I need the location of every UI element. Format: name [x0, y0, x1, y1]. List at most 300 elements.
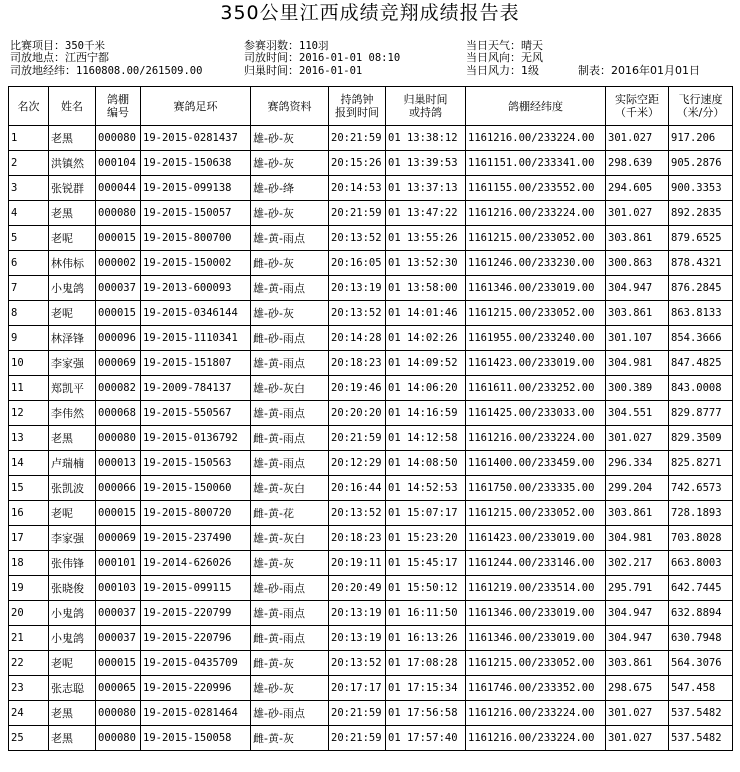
cell-coord: 1161423.00/233019.00	[466, 526, 606, 551]
cell-clock: 20:21:59	[329, 701, 386, 726]
cell-clock: 20:16:44	[329, 476, 386, 501]
wind-force	[466, 65, 539, 76]
wind-dir-value: 无风	[521, 51, 543, 64]
cell-rank: 20	[9, 601, 49, 626]
cell-ring: 19-2015-150563	[141, 451, 251, 476]
cell-clock: 20:17:17	[329, 676, 386, 701]
table-row	[9, 526, 733, 551]
cell-distance: 300.863	[606, 251, 669, 276]
cell-ring: 19-2015-0281464	[141, 701, 251, 726]
cell-loft: 000080	[96, 201, 141, 226]
cell-speed: 917.206	[669, 126, 733, 151]
cell-return: 01 15:07:17	[386, 501, 466, 526]
cell-info: 雌-砂-雨点	[251, 326, 329, 351]
coord-value: 1160808.00/261509.00	[76, 65, 203, 77]
release-coord	[10, 65, 202, 77]
cell-ring: 19-2015-150058	[141, 726, 251, 751]
table-row	[9, 701, 733, 726]
cell-loft: 000037	[96, 276, 141, 301]
cell-loft: 000015	[96, 226, 141, 251]
cell-speed: 900.3353	[669, 176, 733, 201]
cell-coord: 1161151.00/233341.00	[466, 151, 606, 176]
table-row	[9, 451, 733, 476]
cell-name: 老黑	[49, 426, 96, 451]
cell-info: 雄-黄-雨点	[251, 276, 329, 301]
table-row	[9, 276, 733, 301]
cell-loft: 000037	[96, 626, 141, 651]
count-label: 参赛羽数：	[244, 39, 299, 52]
cell-clock: 20:13:19	[329, 601, 386, 626]
cell-coord: 1161219.00/233514.00	[466, 576, 606, 601]
wind-force-value: 1级	[521, 64, 539, 77]
cell-coord: 1161216.00/233224.00	[466, 126, 606, 151]
cell-return: 01 14:09:52	[386, 351, 466, 376]
cell-loft: 000068	[96, 401, 141, 426]
cell-speed: 843.0008	[669, 376, 733, 401]
cell-distance: 303.861	[606, 651, 669, 676]
cell-speed: 564.3076	[669, 651, 733, 676]
cell-name: 林泽锋	[49, 326, 96, 351]
cell-ring: 19-2009-784137	[141, 376, 251, 401]
cell-distance: 304.947	[606, 276, 669, 301]
table-row	[9, 301, 733, 326]
cell-info: 雌-砂-灰	[251, 251, 329, 276]
col-header-return: 归巢时间 或持鸽	[386, 87, 466, 126]
cell-rank: 3	[9, 176, 49, 201]
cell-rank: 21	[9, 626, 49, 651]
cell-clock: 20:19:11	[329, 551, 386, 576]
cell-rank: 11	[9, 376, 49, 401]
cell-loft: 000101	[96, 551, 141, 576]
cell-coord: 1161215.00/233052.00	[466, 226, 606, 251]
cell-name: 张凯波	[49, 476, 96, 501]
cell-distance: 304.981	[606, 351, 669, 376]
cell-coord: 1161244.00/233146.00	[466, 551, 606, 576]
col-header-clock: 持鸽钟 报到时间	[329, 87, 386, 126]
cell-return: 01 13:52:30	[386, 251, 466, 276]
release-place	[10, 52, 109, 63]
cell-return: 01 16:11:50	[386, 601, 466, 626]
cell-name: 老呢	[49, 651, 96, 676]
cell-info: 雄-黄-灰白	[251, 526, 329, 551]
cell-name: 小鬼鸽	[49, 626, 96, 651]
cell-ring: 19-2015-150002	[141, 251, 251, 276]
cell-loft: 000044	[96, 176, 141, 201]
cell-speed: 703.8028	[669, 526, 733, 551]
wind-direction	[466, 52, 543, 63]
cell-info: 雄-砂-灰	[251, 301, 329, 326]
cell-clock: 20:18:23	[329, 526, 386, 551]
cell-speed: 742.6573	[669, 476, 733, 501]
col-header-info: 赛鸽资料	[251, 87, 329, 126]
cell-clock: 20:13:52	[329, 226, 386, 251]
cell-rank: 22	[9, 651, 49, 676]
cell-loft: 000037	[96, 601, 141, 626]
cell-distance: 304.551	[606, 401, 669, 426]
cell-clock: 20:13:19	[329, 276, 386, 301]
cell-ring: 19-2015-0136792	[141, 426, 251, 451]
cell-distance: 296.334	[606, 451, 669, 476]
cell-rank: 23	[9, 676, 49, 701]
cell-rank: 2	[9, 151, 49, 176]
cell-info: 雌-黄-雨点	[251, 626, 329, 651]
cell-return: 01 17:08:28	[386, 651, 466, 676]
cell-ring: 19-2013-600093	[141, 276, 251, 301]
cell-info: 雄-黄-灰白	[251, 476, 329, 501]
cell-clock: 20:18:23	[329, 351, 386, 376]
cell-speed: 547.458	[669, 676, 733, 701]
cell-speed: 876.2845	[669, 276, 733, 301]
cell-coord: 1161215.00/233052.00	[466, 651, 606, 676]
cell-info: 雄-砂-灰	[251, 676, 329, 701]
cell-rank: 25	[9, 726, 49, 751]
cell-coord: 1161423.00/233019.00	[466, 351, 606, 376]
cell-speed: 632.8894	[669, 601, 733, 626]
cell-name: 老呢	[49, 301, 96, 326]
cell-name: 张志聪	[49, 676, 96, 701]
cell-loft: 000015	[96, 651, 141, 676]
made-value: 2016年01月01日	[611, 64, 700, 77]
cell-info: 雄-砂-雨点	[251, 701, 329, 726]
cell-distance: 298.675	[606, 676, 669, 701]
cell-loft: 000104	[96, 151, 141, 176]
cell-speed: 537.5482	[669, 701, 733, 726]
cell-clock: 20:20:49	[329, 576, 386, 601]
cell-ring: 19-2015-0435709	[141, 651, 251, 676]
cell-clock: 20:12:29	[329, 451, 386, 476]
cell-distance: 304.947	[606, 626, 669, 651]
cell-return: 01 15:50:12	[386, 576, 466, 601]
cell-distance: 301.027	[606, 426, 669, 451]
return-time	[244, 65, 362, 77]
cell-return: 01 14:06:20	[386, 376, 466, 401]
cell-name: 郑凯平	[49, 376, 96, 401]
cell-distance: 295.791	[606, 576, 669, 601]
cell-rank: 24	[9, 701, 49, 726]
cell-coord: 1161346.00/233019.00	[466, 626, 606, 651]
cell-info: 雄-黄-灰	[251, 551, 329, 576]
cell-distance: 301.027	[606, 701, 669, 726]
table-row	[9, 176, 733, 201]
table-row	[9, 626, 733, 651]
cell-clock: 20:21:59	[329, 126, 386, 151]
cell-ring: 19-2015-150060	[141, 476, 251, 501]
cell-ring: 19-2015-150638	[141, 151, 251, 176]
cell-loft: 000002	[96, 251, 141, 276]
cell-name: 洪镇然	[49, 151, 96, 176]
wind-dir-label: 当日风向：	[466, 51, 521, 64]
cell-coord: 1161346.00/233019.00	[466, 601, 606, 626]
cell-ring: 19-2015-099138	[141, 176, 251, 201]
cell-loft: 000065	[96, 676, 141, 701]
cell-loft: 000015	[96, 301, 141, 326]
cell-speed: 854.3666	[669, 326, 733, 351]
cell-return: 01 17:57:40	[386, 726, 466, 751]
cell-speed: 879.6525	[669, 226, 733, 251]
cell-loft: 000082	[96, 376, 141, 401]
cell-loft: 000096	[96, 326, 141, 351]
cell-loft: 000013	[96, 451, 141, 476]
cell-rank: 1	[9, 126, 49, 151]
cell-name: 张锐群	[49, 176, 96, 201]
cell-info: 雄-砂-灰白	[251, 376, 329, 401]
cell-coord: 1161216.00/233224.00	[466, 726, 606, 751]
cell-distance: 304.947	[606, 601, 669, 626]
col-header-distance: 实际空距 （千米）	[606, 87, 669, 126]
cell-rank: 12	[9, 401, 49, 426]
cell-ring: 19-2015-800700	[141, 226, 251, 251]
cell-rank: 6	[9, 251, 49, 276]
cell-clock: 20:14:53	[329, 176, 386, 201]
cell-clock: 20:19:46	[329, 376, 386, 401]
table-row	[9, 351, 733, 376]
header-row	[9, 87, 733, 126]
cell-coord: 1161955.00/233240.00	[466, 326, 606, 351]
cell-info: 雄-砂-绛	[251, 176, 329, 201]
cell-rank: 17	[9, 526, 49, 551]
made-date	[578, 65, 700, 76]
cell-info: 雄-砂-灰	[251, 126, 329, 151]
cell-rank: 10	[9, 351, 49, 376]
cell-loft: 000080	[96, 726, 141, 751]
col-header-rank: 名次	[9, 87, 49, 126]
cell-return: 01 13:39:53	[386, 151, 466, 176]
cell-name: 卢瑞楠	[49, 451, 96, 476]
cell-distance: 301.107	[606, 326, 669, 351]
cell-name: 老呢	[49, 226, 96, 251]
cell-return: 01 15:45:17	[386, 551, 466, 576]
cell-coord: 1161750.00/233335.00	[466, 476, 606, 501]
cell-ring: 19-2015-220796	[141, 626, 251, 651]
cell-rank: 14	[9, 451, 49, 476]
cell-loft: 000080	[96, 126, 141, 151]
cell-speed: 630.7948	[669, 626, 733, 651]
cell-clock: 20:21:59	[329, 201, 386, 226]
cell-return: 01 13:47:22	[386, 201, 466, 226]
cell-ring: 19-2015-0346144	[141, 301, 251, 326]
cell-return: 01 14:52:53	[386, 476, 466, 501]
cell-speed: 892.2835	[669, 201, 733, 226]
count-value: 110羽	[299, 40, 329, 52]
table-row	[9, 151, 733, 176]
cell-return: 01 14:02:26	[386, 326, 466, 351]
cell-info: 雌-黄-灰	[251, 651, 329, 676]
cell-ring: 19-2014-626026	[141, 551, 251, 576]
table-row	[9, 201, 733, 226]
weather-label: 当日天气：	[466, 39, 521, 52]
cell-coord: 1161346.00/233019.00	[466, 276, 606, 301]
weather-value: 晴天	[521, 39, 543, 52]
cell-speed: 825.8271	[669, 451, 733, 476]
table-row	[9, 126, 733, 151]
cell-info: 雄-黄-雨点	[251, 401, 329, 426]
cell-return: 01 16:13:26	[386, 626, 466, 651]
cell-return: 01 13:38:12	[386, 126, 466, 151]
cell-clock: 20:14:28	[329, 326, 386, 351]
cell-clock: 20:21:59	[329, 426, 386, 451]
wind-force-label: 当日风力：	[466, 64, 521, 77]
cell-name: 老黑	[49, 726, 96, 751]
table-row	[9, 426, 733, 451]
cell-info: 雄-黄-雨点	[251, 226, 329, 251]
cell-coord: 1161400.00/233459.00	[466, 451, 606, 476]
return-value: 2016-01-01	[299, 65, 363, 77]
cell-name: 小鬼鸽	[49, 601, 96, 626]
col-header-name: 姓名	[49, 87, 96, 126]
cell-ring: 19-2015-0281437	[141, 126, 251, 151]
cell-rank: 16	[9, 501, 49, 526]
cell-ring: 19-2015-550567	[141, 401, 251, 426]
cell-clock: 20:15:26	[329, 151, 386, 176]
cell-coord: 1161216.00/233224.00	[466, 201, 606, 226]
release-label: 司放时间：	[244, 51, 299, 64]
cell-name: 老黑	[49, 126, 96, 151]
cell-distance: 299.204	[606, 476, 669, 501]
col-header-loft: 鸽棚 编号	[96, 87, 141, 126]
release-time	[244, 52, 400, 64]
results-table	[8, 86, 733, 751]
cell-return: 01 14:16:59	[386, 401, 466, 426]
table-row	[9, 501, 733, 526]
cell-coord: 1161746.00/233352.00	[466, 676, 606, 701]
cell-clock: 20:13:19	[329, 626, 386, 651]
cell-distance: 301.027	[606, 201, 669, 226]
cell-coord: 1161611.00/233252.00	[466, 376, 606, 401]
table-row	[9, 226, 733, 251]
return-label: 归巢时间：	[244, 64, 299, 77]
table-row	[9, 476, 733, 501]
cell-coord: 1161216.00/233224.00	[466, 701, 606, 726]
cell-clock: 20:13:52	[329, 501, 386, 526]
cell-info: 雌-黄-灰	[251, 726, 329, 751]
cell-clock: 20:21:59	[329, 726, 386, 751]
cell-ring: 19-2015-237490	[141, 526, 251, 551]
cell-info: 雄-砂-灰	[251, 151, 329, 176]
table-row	[9, 401, 733, 426]
cell-loft: 000069	[96, 351, 141, 376]
cell-speed: 847.4825	[669, 351, 733, 376]
cell-ring: 19-2015-1110341	[141, 326, 251, 351]
release-value: 2016-01-01 08:10	[299, 52, 401, 64]
coord-label: 司放地经纬：	[10, 64, 76, 77]
cell-speed: 863.8133	[669, 301, 733, 326]
cell-info: 雄-砂-雨点	[251, 576, 329, 601]
cell-coord: 1161246.00/233230.00	[466, 251, 606, 276]
cell-name: 李伟然	[49, 401, 96, 426]
made-label: 制表：	[578, 64, 611, 77]
cell-loft: 000103	[96, 576, 141, 601]
table-row	[9, 676, 733, 701]
cell-rank: 15	[9, 476, 49, 501]
cell-name: 小鬼鸽	[49, 276, 96, 301]
cell-return: 01 14:08:50	[386, 451, 466, 476]
cell-return: 01 17:56:58	[386, 701, 466, 726]
cell-return: 01 15:23:20	[386, 526, 466, 551]
cell-speed: 905.2876	[669, 151, 733, 176]
cell-ring: 19-2015-151807	[141, 351, 251, 376]
cell-return: 01 14:12:58	[386, 426, 466, 451]
cell-loft: 000015	[96, 501, 141, 526]
cell-return: 01 14:01:46	[386, 301, 466, 326]
cell-coord: 1161215.00/233052.00	[466, 501, 606, 526]
cell-return: 01 17:15:34	[386, 676, 466, 701]
cell-return: 01 13:55:26	[386, 226, 466, 251]
cell-distance: 298.639	[606, 151, 669, 176]
cell-rank: 13	[9, 426, 49, 451]
cell-distance: 301.027	[606, 126, 669, 151]
cell-ring: 19-2015-150057	[141, 201, 251, 226]
cell-name: 老黑	[49, 201, 96, 226]
cell-rank: 4	[9, 201, 49, 226]
race-value: 350千米	[65, 40, 105, 52]
table-row	[9, 601, 733, 626]
cell-speed: 728.1893	[669, 501, 733, 526]
cell-speed: 663.8003	[669, 551, 733, 576]
cell-distance: 301.027	[606, 726, 669, 751]
cell-speed: 537.5482	[669, 726, 733, 751]
place-label: 司放地点：	[10, 51, 65, 64]
table-row	[9, 376, 733, 401]
cell-speed: 829.3509	[669, 426, 733, 451]
cell-ring: 19-2015-099115	[141, 576, 251, 601]
cell-info: 雄-黄-雨点	[251, 601, 329, 626]
cell-name: 张晓俊	[49, 576, 96, 601]
cell-clock: 20:20:20	[329, 401, 386, 426]
table-row	[9, 551, 733, 576]
table-row	[9, 576, 733, 601]
cell-coord: 1161425.00/233033.00	[466, 401, 606, 426]
cell-distance: 294.605	[606, 176, 669, 201]
cell-rank: 9	[9, 326, 49, 351]
cell-distance: 303.861	[606, 501, 669, 526]
cell-distance: 304.981	[606, 526, 669, 551]
cell-name: 张伟锋	[49, 551, 96, 576]
cell-rank: 7	[9, 276, 49, 301]
report-title: 350公里江西成绩竞翔成绩报告表	[220, 2, 520, 24]
cell-clock: 20:13:52	[329, 651, 386, 676]
cell-speed: 829.8777	[669, 401, 733, 426]
cell-return: 01 13:58:00	[386, 276, 466, 301]
cell-return: 01 13:37:13	[386, 176, 466, 201]
cell-speed: 642.7445	[669, 576, 733, 601]
cell-ring: 19-2015-220799	[141, 601, 251, 626]
cell-info: 雄-砂-灰	[251, 201, 329, 226]
cell-clock: 20:16:05	[329, 251, 386, 276]
table-row	[9, 726, 733, 751]
col-header-ring: 赛鸽足环	[141, 87, 251, 126]
cell-loft: 000069	[96, 526, 141, 551]
cell-info: 雄-黄-雨点	[251, 451, 329, 476]
cell-distance: 302.217	[606, 551, 669, 576]
col-header-coord: 鸽棚经纬度	[466, 87, 606, 126]
cell-info: 雄-黄-雨点	[251, 351, 329, 376]
cell-clock: 20:13:52	[329, 301, 386, 326]
cell-rank: 18	[9, 551, 49, 576]
cell-coord: 1161155.00/233552.00	[466, 176, 606, 201]
table-row	[9, 326, 733, 351]
table-row	[9, 251, 733, 276]
cell-distance: 303.861	[606, 226, 669, 251]
cell-loft: 000066	[96, 476, 141, 501]
race-label: 比赛项目：	[10, 39, 65, 52]
cell-rank: 19	[9, 576, 49, 601]
cell-distance: 300.389	[606, 376, 669, 401]
cell-info: 雌-黄-雨点	[251, 426, 329, 451]
table-row	[9, 651, 733, 676]
cell-rank: 8	[9, 301, 49, 326]
cell-info: 雌-黄-花	[251, 501, 329, 526]
col-header-speed: 飞行速度 （米/分）	[669, 87, 733, 126]
